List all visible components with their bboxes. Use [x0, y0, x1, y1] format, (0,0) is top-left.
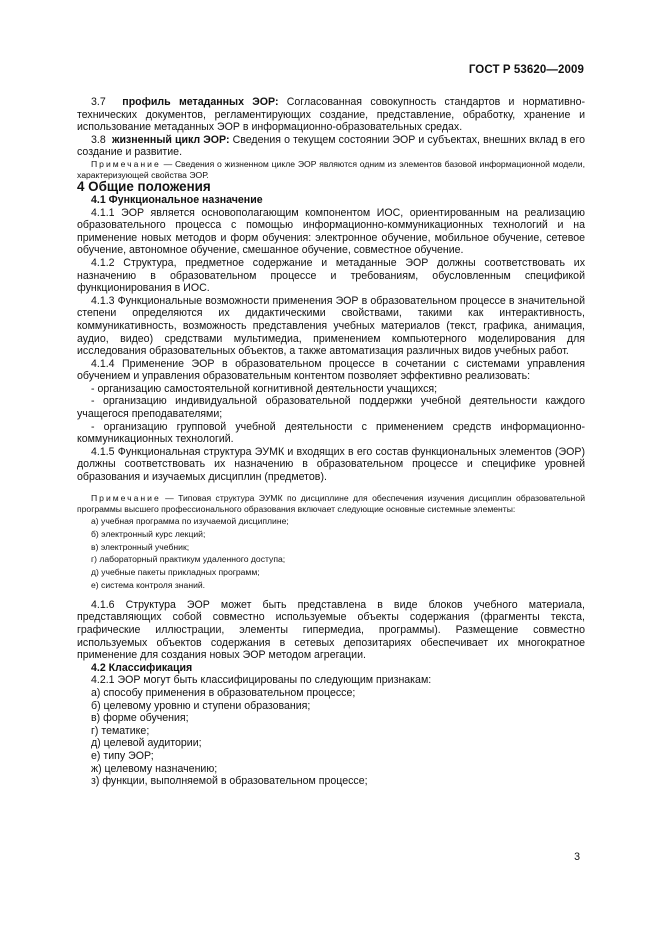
subsection-title-classification: 4.2 Классификация — [91, 661, 193, 674]
list-item: д) целевой аудитории; — [91, 737, 202, 750]
list-item: в) электронный учебник; — [91, 541, 190, 552]
list-item: г) лабораторный практикум удаленного доступа; — [91, 554, 286, 565]
list-item: е) система контроля знаний. — [91, 580, 206, 591]
definition-text: Согласованная совокупность стандартов и нормативно-технических документов, регламентирующих создание, представление, обработку, хранение и использование метаданных ЭОР в информационно-образовательных средах. — [77, 96, 585, 134]
list-item: - организацию самостоятельной когнитивной деятельности учащихся; — [91, 382, 438, 395]
list-item: а) учебная программа по изучаемой дисциплине; — [91, 516, 289, 527]
list-item: б) электронный курс лекций; — [91, 528, 206, 539]
list-item: з) функции, выполняемой в образовательном процессе; — [91, 775, 368, 788]
list-item: д) учебные пакеты прикладных программ; — [91, 567, 260, 578]
list-item: в) форме обучения; — [91, 712, 189, 725]
paragraph-4-1-6: 4.1.6 Структура ЭОР может быть представлена в виде блоков учебного материала, представляющих собой совместно используемые объекты содержания (фрагменты текста, графические иллюстрации, элементы гипермедиа, программы). Размещение совместно используемых объектов содержания в сетевых депозитариях обеспечивает их многократное применение для создания новых ЭОР методом агрегации. — [77, 598, 585, 662]
list-item: б) целевому уровню и ступени образования; — [91, 699, 311, 712]
paragraph-4-1-5: 4.1.5 Функциональная структура ЭУМК и входящих в его состав функциональных элементов (ЭОР) должны соответствовать их назначению в образовательном процессе и специфике уровней образования и изучаемых дисциплин (предметов). — [77, 445, 585, 484]
list-item: е) типу ЭОР; — [91, 749, 154, 762]
list-item: - организацию групповой учебной деятельности с применением средств информационно-коммуникационных технологий. — [77, 420, 585, 446]
subsection-title-functional: 4.1 Функциональное назначение — [91, 193, 263, 206]
definition-3-8 — [77, 134, 585, 159]
note-lifecycle — [77, 159, 585, 181]
definition-term: профиль метаданных ЭОР: — [122, 96, 279, 108]
list-item: г) тематике; — [91, 724, 150, 737]
paragraph-4-1-1: 4.1.1 ЭОР является основополагающим компонентом ИОС, ориентированным на реализацию образовательного процесса с помощью информационно-коммуникационных технологий и на применение новых методов и форм обучения: электронное обучение, мобильное обучение, сетевое обучение, автономное обучение, смешанное обучение, совместное обучение. — [77, 206, 585, 257]
note-text: — Типовая структура ЭУМК по дисциплине для обеспечения изучения дисциплин образовательной программы высшего профессионального образования включает следующие основные системные элементы: — [77, 492, 585, 514]
list-item: - организацию индивидуальной образовательной поддержки учебной деятельности каждого учащегося преподавателями; — [77, 395, 585, 421]
list-item: а) способу применения в образовательном процессе; — [91, 686, 356, 699]
note-list — [77, 515, 585, 592]
paragraph-4-1-2: 4.1.2 Структура, предметное содержание и метаданные ЭОР должны соответствовать их назначению в образовательном процессе и требованиям, обусловленным спецификой функционирования в ИОС. — [77, 256, 585, 295]
list-item: ж) целевому назначению; — [91, 762, 218, 775]
note-label: Примечание — [91, 492, 161, 503]
note-text-block — [77, 493, 585, 515]
definition-number: 3.7 — [91, 96, 106, 108]
document-body — [77, 96, 585, 788]
note-text: — Сведения о жизненном цикле ЭОР являются одним из элементов базовой информационной модели, характеризующей свойства ЭОР. — [77, 158, 585, 181]
paragraph-4-2-1: 4.2.1 ЭОР могут быть классифицированы по следующим признакам: — [91, 674, 432, 687]
section-title-general: 4 Общие положения — [77, 179, 211, 195]
page-number: 3 — [574, 851, 580, 863]
document-header-id: ГОСТ Р 53620—2009 — [468, 64, 584, 76]
note-label: Примечание — [91, 158, 161, 169]
definition-term: жизненный цикл ЭОР: — [111, 133, 230, 146]
paragraph-4-1-3: 4.1.3 Функциональные возможности применения ЭОР в образовательном процессе в значительной степени определяются их дидактическими свойствами, такими как интерактивность, коммуникативность, возможность представления учебных материалов (текст, графика, анимация, аудио, видео) средствами мультимедиа, применением компьютерного моделирования для исследования образовательных объектов, а также автоматизация различных видов учебных работ. — [77, 294, 585, 358]
paragraph-4-1-4: 4.1.4 Применение ЭОР в образовательном процессе в сочетании с системами управления обучением и управления образовательным контентом позволяет эффективно реализовать: — [77, 357, 585, 383]
note-structure — [77, 493, 585, 592]
definition-number: 3.8 — [91, 133, 106, 146]
definition-3-7 — [77, 96, 585, 134]
definition-text: Сведения о текущем состоянии ЭОР и субъектах, внешних вклад в его создание и развитие. — [77, 133, 585, 159]
